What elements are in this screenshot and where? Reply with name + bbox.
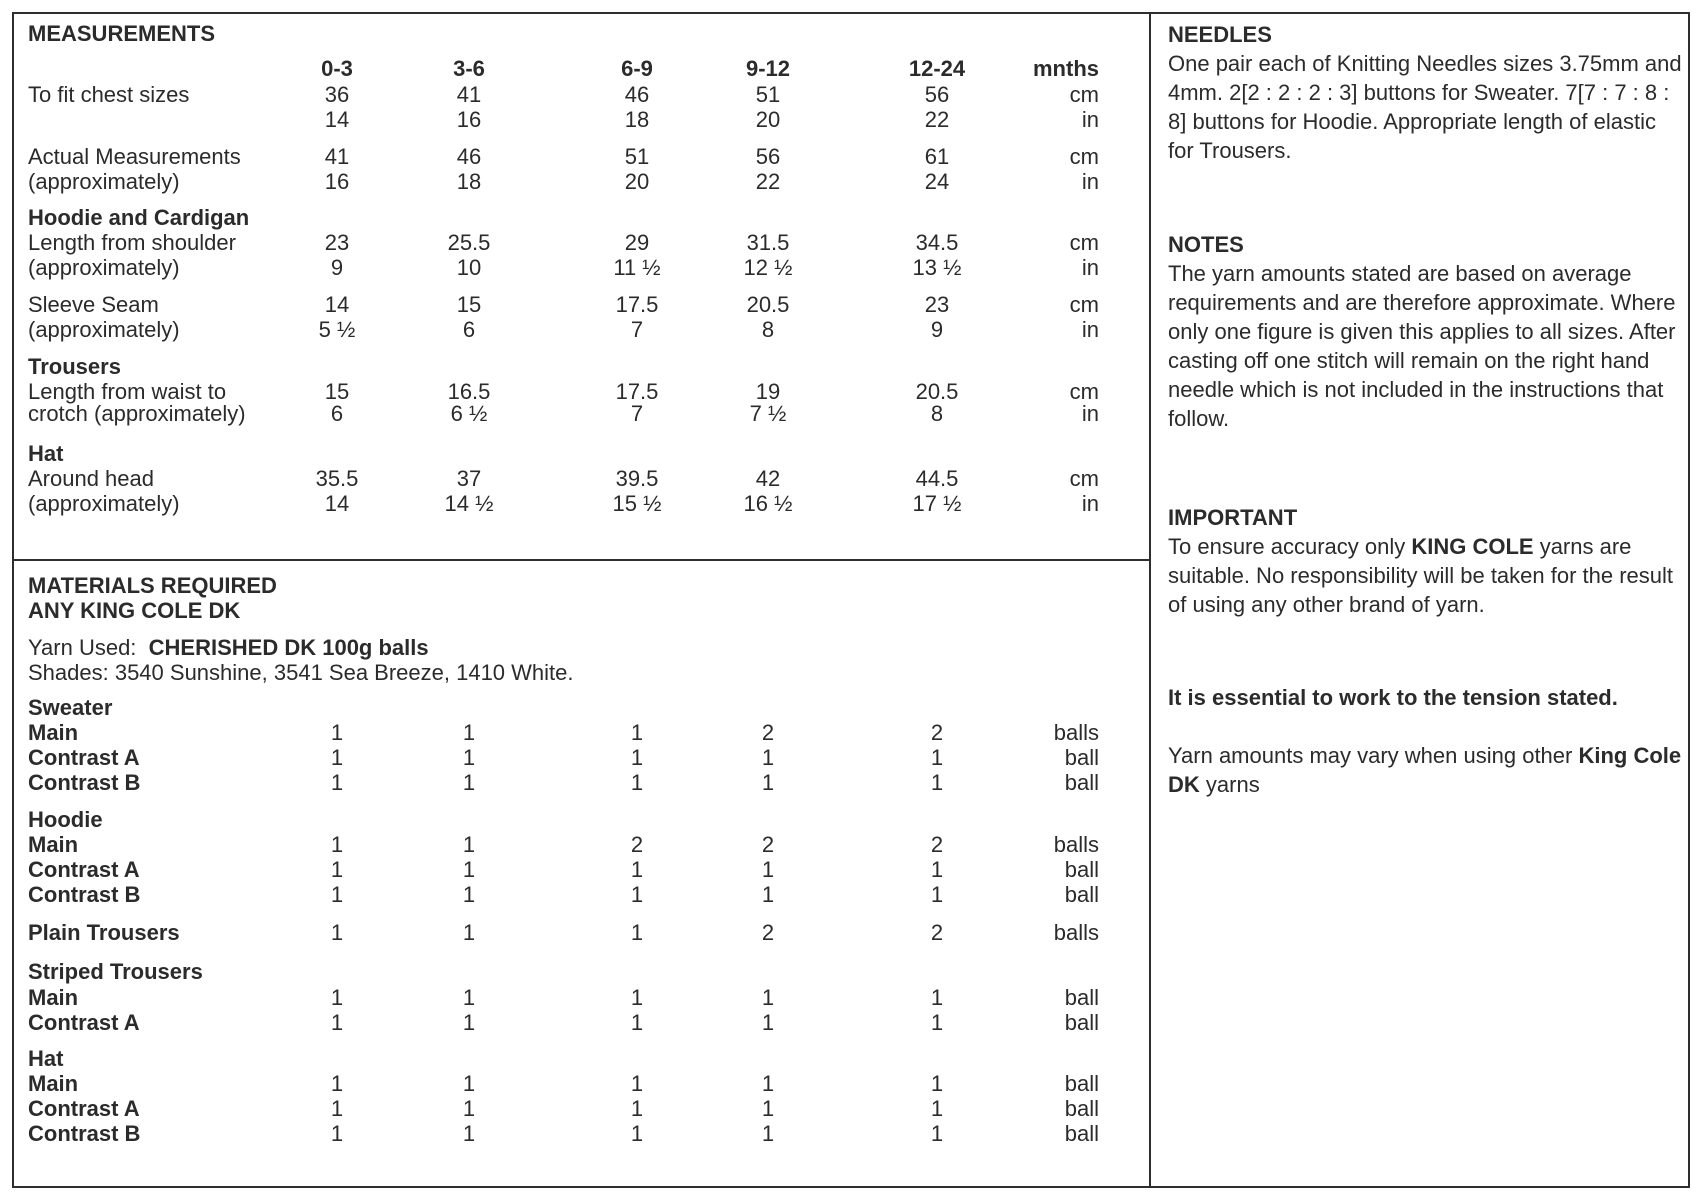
measurement-cm-value: 41 (456, 82, 482, 107)
measurement-label-2: (approximately) (28, 169, 180, 194)
measurement-in-value: 9 (930, 317, 944, 342)
measurement-label: To fit chest sizes (28, 82, 190, 107)
material-unit: ball (1064, 1096, 1099, 1121)
material-row-label: Contrast B (28, 770, 141, 795)
measurement-section-title: Hat (28, 441, 64, 466)
measurement-cm-value: 41 (324, 144, 350, 169)
section-divider (12, 559, 1151, 561)
measurement-cm-value: 56 (924, 82, 950, 107)
material-quantity: 1 (630, 920, 644, 945)
material-quantity: 1 (930, 770, 944, 795)
material-group-title: Striped Trousers (28, 959, 203, 984)
notes-block (1168, 230, 1683, 433)
material-quantity: 1 (330, 720, 344, 745)
material-quantity: 1 (630, 882, 644, 907)
material-unit: ball (1064, 1010, 1099, 1035)
measurement-in-value: 22 (755, 169, 781, 194)
needles-text: One pair each of Knitting Needles sizes 3.75mm and 4mm. 2[2 : 2 : 2 : 3] buttons for Sweater. 7[7 : 7 : 8 : 8] buttons for Hoodie. Appropriate length of elastic for Trousers. (1168, 51, 1682, 163)
unit-cm: cm (1069, 292, 1099, 317)
material-quantity: 1 (462, 832, 476, 857)
measurement-cm-value: 44.5 (915, 466, 959, 491)
measurement-section-title: Trousers (28, 354, 121, 379)
unit-in: in (1081, 491, 1099, 516)
material-unit: ball (1064, 770, 1099, 795)
material-quantity: 1 (330, 1096, 344, 1121)
material-quantity: 1 (462, 745, 476, 770)
material-quantity: 1 (462, 1010, 476, 1035)
measurement-in-value: 6 (330, 401, 344, 426)
unit-cm: cm (1069, 144, 1099, 169)
measurement-cm-value: 46 (456, 144, 482, 169)
material-row-label: Main (28, 1071, 79, 1096)
measurement-in-value: 7 (630, 401, 644, 426)
measurement-label-2: crotch (approximately) (28, 401, 246, 426)
material-quantity: 2 (930, 720, 944, 745)
material-quantity: 1 (761, 745, 775, 770)
measurement-label: Length from shoulder (28, 230, 236, 255)
measurement-cm-value: 51 (624, 144, 650, 169)
measurement-in-value: 14 ½ (444, 491, 494, 516)
measurement-cm-value: 34.5 (915, 230, 959, 255)
measurement-in-value: 20 (755, 107, 781, 132)
material-quantity: 1 (630, 770, 644, 795)
material-unit: ball (1064, 1121, 1099, 1146)
material-quantity: 1 (330, 1010, 344, 1035)
measurement-in-value: 18 (456, 169, 482, 194)
material-quantity: 1 (330, 985, 344, 1010)
material-quantity: 2 (761, 720, 775, 745)
material-row-label: Contrast B (28, 882, 141, 907)
material-quantity: 1 (630, 1071, 644, 1096)
measurement-in-value: 22 (924, 107, 950, 132)
measurement-in-value: 7 ½ (749, 401, 787, 426)
unit-in: in (1081, 169, 1099, 194)
important-text (1168, 534, 1673, 617)
measurement-cm-value: 17.5 (615, 379, 659, 404)
measurement-section-title: Hoodie and Cardigan (28, 205, 250, 230)
material-row-label: Contrast A (28, 1010, 140, 1035)
material-row-label: Main (28, 832, 79, 857)
material-quantity: 1 (462, 857, 476, 882)
measurement-label-2: (approximately) (28, 491, 180, 516)
measurement-cm-value: 14 (324, 292, 350, 317)
measurement-cm-value: 15 (456, 292, 482, 317)
material-quantity: 1 (761, 1121, 775, 1146)
unit-cm: cm (1069, 466, 1099, 491)
material-quantity: 1 (761, 1010, 775, 1035)
material-quantity: 1 (462, 1121, 476, 1146)
measurement-in-value: 7 (630, 317, 644, 342)
measurement-in-value: 6 (462, 317, 476, 342)
measurement-cm-value: 37 (456, 466, 482, 491)
material-unit: balls (1053, 832, 1099, 857)
measurement-cm-value: 16.5 (447, 379, 491, 404)
important-block (1168, 503, 1683, 619)
measurement-cm-value: 46 (624, 82, 650, 107)
material-group-title: Hat (28, 1046, 64, 1071)
measurement-cm-value: 61 (924, 144, 950, 169)
size-header: 12-24 (908, 56, 966, 81)
material-unit: ball (1064, 985, 1099, 1010)
material-quantity: 1 (330, 882, 344, 907)
unit-in: in (1081, 255, 1099, 280)
measurement-cm-value: 25.5 (447, 230, 491, 255)
measurement-in-value: 14 (324, 107, 350, 132)
material-row-label: Main (28, 985, 79, 1010)
material-quantity: 1 (630, 1010, 644, 1035)
measurement-cm-value: 56 (755, 144, 781, 169)
material-quantity: 1 (761, 1071, 775, 1096)
material-quantity: 1 (462, 882, 476, 907)
material-quantity: 1 (462, 1071, 476, 1096)
measurement-in-value: 24 (924, 169, 950, 194)
size-header: 9-12 (745, 56, 791, 81)
material-row-label: Contrast A (28, 1096, 140, 1121)
measurement-in-value: 20 (624, 169, 650, 194)
material-row-label: Main (28, 720, 79, 745)
measurement-cm-value: 20.5 (746, 292, 790, 317)
materials-title: MATERIALS REQUIRED (28, 573, 277, 598)
measurement-cm-value: 31.5 (746, 230, 790, 255)
material-unit: ball (1064, 857, 1099, 882)
measurement-cm-value: 42 (755, 466, 781, 491)
measurement-in-value: 6 ½ (450, 401, 488, 426)
measurement-in-value: 16 ½ (743, 491, 793, 516)
measurement-label: Length from waist to (28, 379, 227, 404)
material-unit: ball (1064, 1071, 1099, 1096)
vary-brand: King Cole DK (1168, 743, 1682, 797)
material-quantity: 1 (462, 920, 476, 945)
material-quantity: 1 (930, 1071, 944, 1096)
material-quantity: 1 (761, 882, 775, 907)
material-quantity: 2 (630, 832, 644, 857)
measurement-in-value: 13 ½ (912, 255, 962, 280)
material-row-label: Contrast B (28, 1121, 141, 1146)
material-quantity: 2 (761, 832, 775, 857)
material-quantity: 1 (761, 985, 775, 1010)
material-unit: balls (1053, 920, 1099, 945)
material-quantity: 1 (630, 985, 644, 1010)
material-quantity: 1 (761, 857, 775, 882)
measurement-in-value: 18 (624, 107, 650, 132)
size-header: 0-3 (321, 56, 353, 81)
material-quantity: 1 (330, 770, 344, 795)
material-quantity: 1 (761, 770, 775, 795)
yarn-used (28, 636, 429, 660)
material-quantity: 1 (930, 1010, 944, 1035)
measurement-label-2: (approximately) (28, 255, 180, 280)
measurement-in-value: 10 (456, 255, 482, 280)
material-unit: balls (1053, 720, 1099, 745)
material-quantity: 1 (630, 857, 644, 882)
measurement-in-value: 16 (324, 169, 350, 194)
measurement-in-value: 17 ½ (912, 491, 962, 516)
material-group-title: Hoodie (28, 807, 103, 832)
material-quantity: 2 (930, 920, 944, 945)
months-label: mnths (1033, 56, 1099, 81)
material-quantity: 1 (630, 745, 644, 770)
material-quantity: 1 (930, 985, 944, 1010)
measurement-in-value: 14 (324, 491, 350, 516)
material-group-title: Sweater (28, 695, 113, 720)
measurement-in-value: 12 ½ (743, 255, 793, 280)
measurement-cm-value: 35.5 (315, 466, 359, 491)
important-text-pre: To ensure accuracy only (1168, 534, 1412, 559)
material-row-label: Contrast A (28, 857, 140, 882)
material-quantity: 1 (462, 720, 476, 745)
measurement-in-value: 5 ½ (318, 317, 356, 342)
important-text-post: yarns are suitable. No responsibility will be taken for the result of using any other brand of yarn. (1168, 534, 1674, 617)
material-quantity: 1 (930, 745, 944, 770)
material-quantity: 1 (761, 1096, 775, 1121)
unit-in: in (1081, 401, 1099, 426)
material-quantity: 1 (462, 770, 476, 795)
material-row-label: Contrast A (28, 745, 140, 770)
measurement-label: Around head (28, 466, 154, 491)
measurement-in-value: 8 (930, 401, 944, 426)
unit-cm: cm (1069, 379, 1099, 404)
measurement-in-value: 11 ½ (613, 255, 661, 280)
measurement-cm-value: 23 (324, 230, 350, 255)
yarn-vary-note (1168, 741, 1683, 799)
important-title: IMPORTANT (1168, 505, 1298, 530)
needles-title: NEEDLES (1168, 22, 1272, 47)
measurement-cm-value: 51 (755, 82, 781, 107)
yarn-used-prefix: Yarn Used: (28, 635, 137, 660)
materials-subtitle: ANY KING COLE DK (28, 598, 241, 623)
material-quantity: 1 (330, 745, 344, 770)
material-quantity: 1 (630, 1096, 644, 1121)
measurement-cm-value: 36 (324, 82, 350, 107)
shades: Shades: 3540 Sunshine, 3541 Sea Breeze, 1410 White. (28, 660, 574, 685)
unit-in: in (1081, 317, 1099, 342)
notes-title: NOTES (1168, 232, 1244, 257)
material-unit: ball (1064, 745, 1099, 770)
material-quantity: 1 (930, 1096, 944, 1121)
unit-in: in (1081, 107, 1099, 132)
measurement-cm-value: 17.5 (615, 292, 659, 317)
material-quantity: 2 (930, 832, 944, 857)
measurement-label-2: (approximately) (28, 317, 180, 342)
measurement-cm-value: 29 (624, 230, 650, 255)
vary-post: yarns (1199, 772, 1260, 797)
unit-cm: cm (1069, 230, 1099, 255)
material-quantity: 2 (761, 920, 775, 945)
measurement-cm-value: 19 (755, 379, 781, 404)
material-unit: ball (1064, 882, 1099, 907)
material-quantity: 1 (930, 882, 944, 907)
material-quantity: 1 (930, 1121, 944, 1146)
measurement-in-value: 16 (456, 107, 482, 132)
material-quantity: 1 (462, 985, 476, 1010)
measurement-cm-value: 39.5 (615, 466, 659, 491)
measurement-label: Sleeve Seam (28, 292, 159, 317)
vary-pre: Yarn amounts may vary when using other (1168, 743, 1579, 768)
column-divider (1149, 12, 1151, 1188)
measurement-in-value: 8 (761, 317, 775, 342)
notes-text: The yarn amounts stated are based on average requirements and are therefore approximate. Where only one figure is given this applies to all sizes. After casting off one stitch will remain on the right hand needle which is not included in the instructions that follow. (1168, 261, 1676, 431)
measurement-in-value: 9 (330, 255, 344, 280)
material-quantity: 1 (630, 1121, 644, 1146)
material-quantity: 1 (330, 1071, 344, 1096)
material-quantity: 1 (330, 832, 344, 857)
material-quantity: 1 (462, 1096, 476, 1121)
material-quantity: 1 (930, 857, 944, 882)
measurement-in-value: 15 ½ (612, 491, 662, 516)
measurement-cm-value: 20.5 (915, 379, 959, 404)
material-quantity: 1 (330, 857, 344, 882)
needles-block (1168, 20, 1683, 165)
tension-note: It is essential to work to the tension stated. (1168, 685, 1618, 710)
important-brand: KING COLE (1411, 534, 1534, 559)
material-group-title: Plain Trousers (28, 920, 180, 945)
measurement-cm-value: 23 (924, 292, 950, 317)
material-quantity: 1 (630, 720, 644, 745)
material-quantity: 1 (330, 1121, 344, 1146)
unit-cm: cm (1069, 82, 1099, 107)
material-quantity: 1 (330, 920, 344, 945)
measurement-label: Actual Measurements (28, 144, 241, 169)
measurement-cm-value: 15 (324, 379, 350, 404)
measurements-title: MEASUREMENTS (28, 21, 216, 46)
size-header: 3-6 (453, 56, 485, 81)
yarn-used-value: CHERISHED DK 100g balls (148, 635, 429, 660)
size-header: 6-9 (621, 56, 653, 81)
